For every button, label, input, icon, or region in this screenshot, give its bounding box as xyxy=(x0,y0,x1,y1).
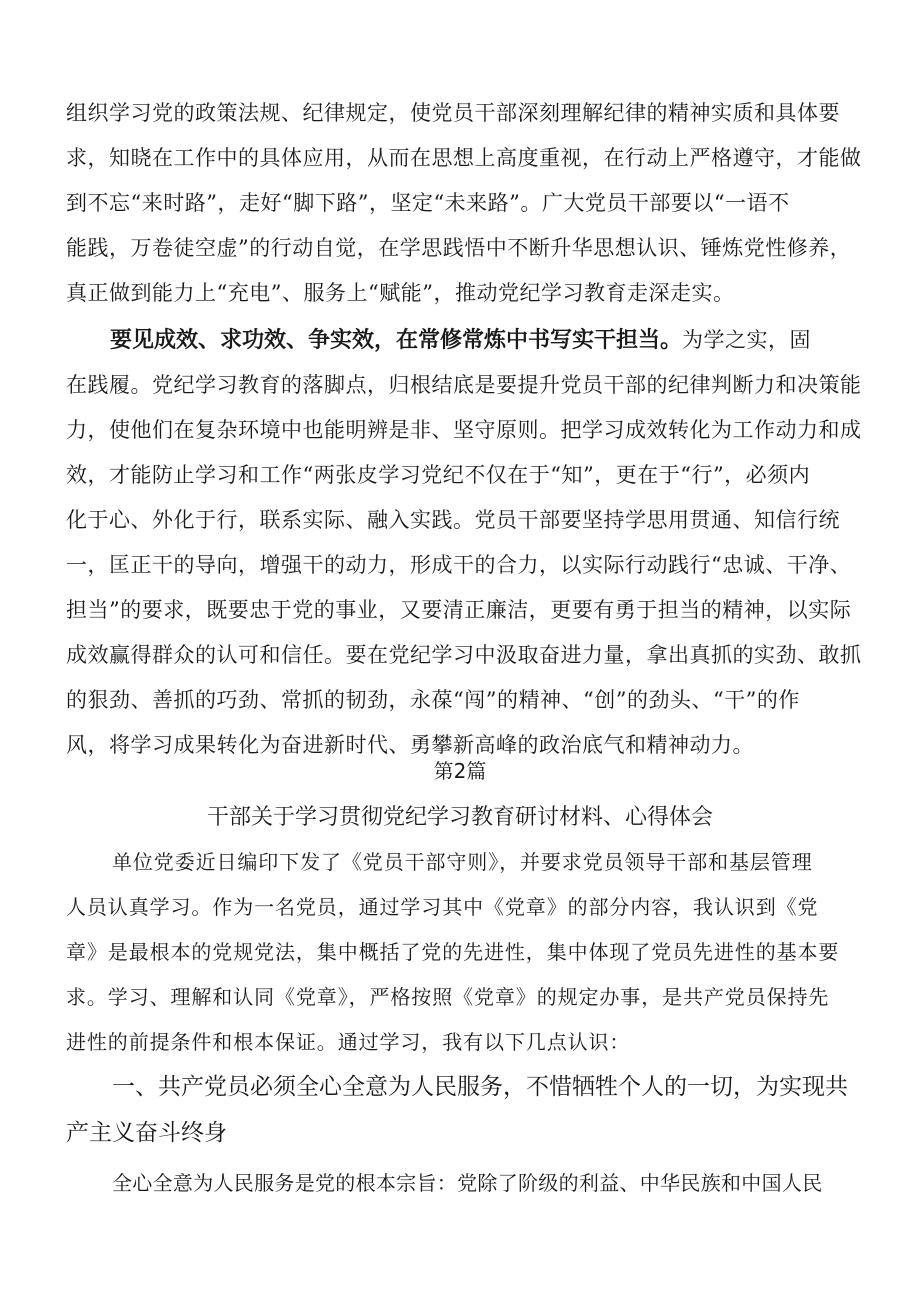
paragraph-first-line xyxy=(110,325,811,356)
paragraph-line: 风，将学习成果转化为奋进新时代、勇攀新高峰的政治底气和精神动力。 xyxy=(66,733,754,757)
paragraph-line: 能践，万卷徒空虚”的行动自觉，在学思践悟中不断升华思想认识、锤炼党性修养， xyxy=(66,236,852,260)
paragraph-lead-rest: 为学之实，固 xyxy=(682,328,812,352)
paragraph-line: 一，匡正干的导向，增强干的动力，形成干的合力，以实际行动践行“忠诚、干净、 xyxy=(66,553,852,577)
section-heading-continued: 产主义奋斗终身 xyxy=(66,1120,227,1146)
paragraph-line: 真正做到能力上“充电”、服务上“赋能”，推动党纪学习教育走深走实。 xyxy=(66,281,735,305)
paragraph-line: 组织学习党的政策法规、纪律规定，使党员干部深刻理解纪律的精神实质和具体要 xyxy=(66,101,840,125)
paragraph-line: 人员认真学习。作为一名党员，通过学习其中《党章》的部分内容，我认识到《党 xyxy=(66,895,819,919)
section-heading: 一、共产党员必须全心全意为人民服务，不惜牺牲个人的一切，为实现共 xyxy=(112,1074,848,1100)
paragraph-line: 求。学习、理解和认同《党章》，严格按照《党章》的规定办事，是共产党员保持先 xyxy=(66,985,830,1009)
paragraph-line: 成效赢得群众的认可和信任。要在党纪学习中汲取奋进力量，拿出真抓的实劲、敢抓 xyxy=(66,643,862,667)
paragraph-line: 章》是最根本的党规党法，集中概括了党的先进性，集中体现了党员先进性的基本要 xyxy=(66,940,840,964)
paragraph-line: 效，才能防止学习和工作“两张皮学习党纪不仅在于“知”，更在于“行”，必须内 xyxy=(66,463,811,487)
paragraph-lead-sentence: 要见成效、求功效、争实效，在常修常炼中书写实干担当。 xyxy=(110,328,683,353)
paragraph-line: 单位党委近日编印下发了《党员干部守则》，并要求党员领导干部和基层管理 xyxy=(112,850,813,874)
article-title: 干部关于学习贯彻党纪学习教育研讨材料、心得体会 xyxy=(206,805,713,830)
paragraph-line: 化于心、外化于行，联系实际、融入实践。党员干部要坚持学思用贯通、知信行统 xyxy=(66,508,840,532)
paragraph-line: 求，知晓在工作中的具体应用，从而在思想上高度重视，在行动上严格遵守，才能做 xyxy=(66,146,862,170)
paragraph-line: 担当”的要求，既要忠于党的事业，又要清正廉洁，更要有勇于担当的精神，以实际 xyxy=(66,598,852,622)
paragraph-line: 进性的前提条件和根本保证。通过学习，我有以下几点认识： xyxy=(66,1030,631,1054)
article-number: 第2篇 xyxy=(433,759,487,783)
paragraph-line: 力，使他们在复杂环境中也能明辨是非、坚守原则。把学习成效转化为工作动力和成 xyxy=(66,418,862,442)
paragraph-line: 全心全意为人民服务是党的根本宗旨：党除了阶级的利益、中华民族和中国人民 xyxy=(112,1171,823,1195)
paragraph-line: 的狠劲、善抓的巧劲、常抓的韧劲，永葆“闯”的精神、“创”的劲头、“干”的作 xyxy=(66,688,800,712)
paragraph-line: 到不忘“来时路”，走好“脚下路”，坚定“未来路”。广大党员干部要以“一语不 xyxy=(66,191,790,215)
paragraph-line: 在践履。党纪学习教育的落脚点，归根结底是要提升党员干部的纪律判断力和决策能 xyxy=(66,373,862,397)
